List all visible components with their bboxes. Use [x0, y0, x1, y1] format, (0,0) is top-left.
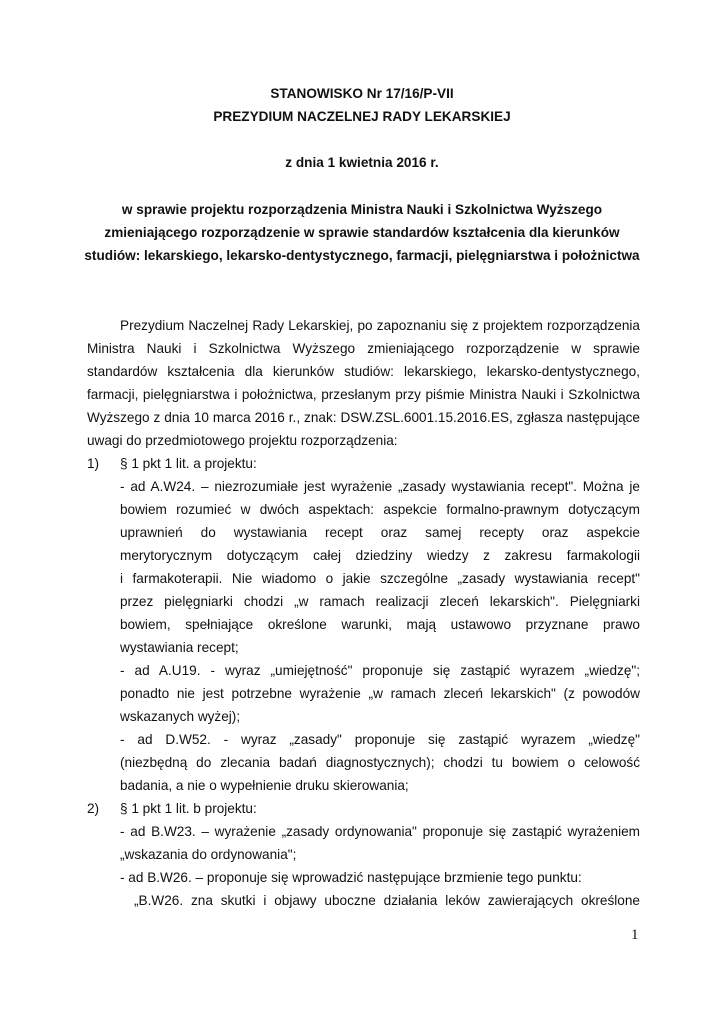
paragraph-line: (niezbędną do zlecania badań diagnostycznych); chodzi tu bowiem o celowość: [120, 755, 640, 770]
paragraph-line: bowiem rozumieć w dwóch aspektach: aspekcie formalno-prawnym dotyczącym: [120, 502, 640, 517]
subject-line: w sprawie projektu rozporządzenia Ministra Nauki i Szkolnictwa Wyższego: [121, 202, 603, 217]
paragraph-line: Prezydium Naczelnej Rady Lekarskiej, po zapoznaniu się z projektem rozporządzenia: [120, 318, 640, 333]
paragraph-line: farmacji, pielęgniarstwa i położnictwa, przesłanym przy piśmie Ministra Nauki i Szkolnictwa: [87, 387, 640, 402]
paragraph-line: wystawiania recept;: [120, 640, 239, 655]
paragraph-line: „B.W26. zna skutki i objawy uboczne działania leków zawierających określone: [134, 893, 640, 908]
remark-bw23: [120, 820, 640, 843]
paragraph-line: uprawnień do wystawiania recept oraz samej recepty oraz aspekcie: [120, 525, 640, 540]
document-date: z dnia 1 kwietnia 2016 r.: [285, 155, 439, 170]
paragraph-line: - ad B.W23. – wyrażenie „zasady ordynowania" proponuje się zastąpić wyrażeniem: [120, 824, 640, 839]
paragraph-line: Ministra Nauki i Szkolnictwa Wyższego zmieniającego rozporządzenie w sprawie: [87, 341, 640, 356]
paragraph-line: bowiem, spełniające określone warunki, mają ustawowo przyznane prawo: [120, 617, 640, 632]
paragraph-line: - ad A.U19. - wyraz „umiejętność" proponuje się zastąpić wyrazem „wiedzę";: [120, 663, 640, 678]
list-number: 2): [87, 801, 100, 816]
remark-bw26: - ad B.W26. – proponuje się wprowadzić następujące brzmienie tego punktu:: [120, 870, 582, 885]
issuer-title: PREZYDIUM NACZELNEJ RADY LEKARSKIEJ: [213, 109, 511, 124]
document-title: STANOWISKO Nr 17/16/P-VII: [270, 86, 454, 101]
paragraph-line: i farmakoterapii. Nie wiadomo o jakie szczególne „zasady wystawiania recept": [120, 571, 640, 586]
item-heading: § 1 pkt 1 lit. b projektu:: [120, 801, 257, 816]
paragraph-line: Wyższego z dnia 10 marca 2016 r., znak: DSW.ZSL.6001.15.2016.ES, zgłasza następujące: [87, 410, 640, 425]
subject-line: studiów: lekarskiego, lekarsko-dentystycznego, farmacji, pielęgniarstwa i położnictwa: [84, 248, 640, 263]
paragraph-line: badania, a nie o wypełnienie druku skierowania;: [120, 778, 409, 793]
quoted-text: [134, 889, 640, 912]
paragraph-line: „wskazania do ordynowania";: [120, 847, 297, 862]
remark-au19: [120, 659, 640, 705]
paragraph-line: przez pielęgniarki chodzi „w ramach realizacji zleceń lekarskich". Pielęgniarki: [120, 594, 640, 609]
item-heading: § 1 pkt 1 lit. a projektu:: [120, 456, 257, 471]
page-number: 1: [631, 927, 639, 943]
paragraph-line: merytorycznym dotyczącym całej dziedziny wiedzy z zakresu farmakologii: [120, 548, 640, 563]
paragraph-line: standardów kształcenia dla kierunków studiów: lekarskiego, lekarsko-dentystycznego,: [87, 364, 640, 379]
remark-dw52: [120, 728, 640, 774]
paragraph-line: ponadto nie jest potrzebne wyrażenie „w ramach zleceń lekarskich" (z powodów: [120, 686, 640, 701]
paragraph-line: uwagi do przedmiotowego projektu rozporządzenia:: [87, 433, 398, 448]
intro-paragraph: [87, 314, 640, 429]
list-number: 1): [87, 456, 100, 471]
paragraph-line: wskazanych wyżej);: [120, 709, 241, 724]
remark-aw24: [120, 475, 640, 636]
paragraph-line: - ad D.W52. - wyraz „zasady" proponuje się zastąpić wyrazem „wiedzę": [120, 732, 640, 747]
subject-line: zmieniającego rozporządzenie w sprawie standardów kształcenia dla kierunków: [104, 225, 620, 240]
paragraph-line: - ad A.W24. – niezrozumiałe jest wyrażenie „zasady wystawiania recept". Można je: [120, 479, 640, 494]
